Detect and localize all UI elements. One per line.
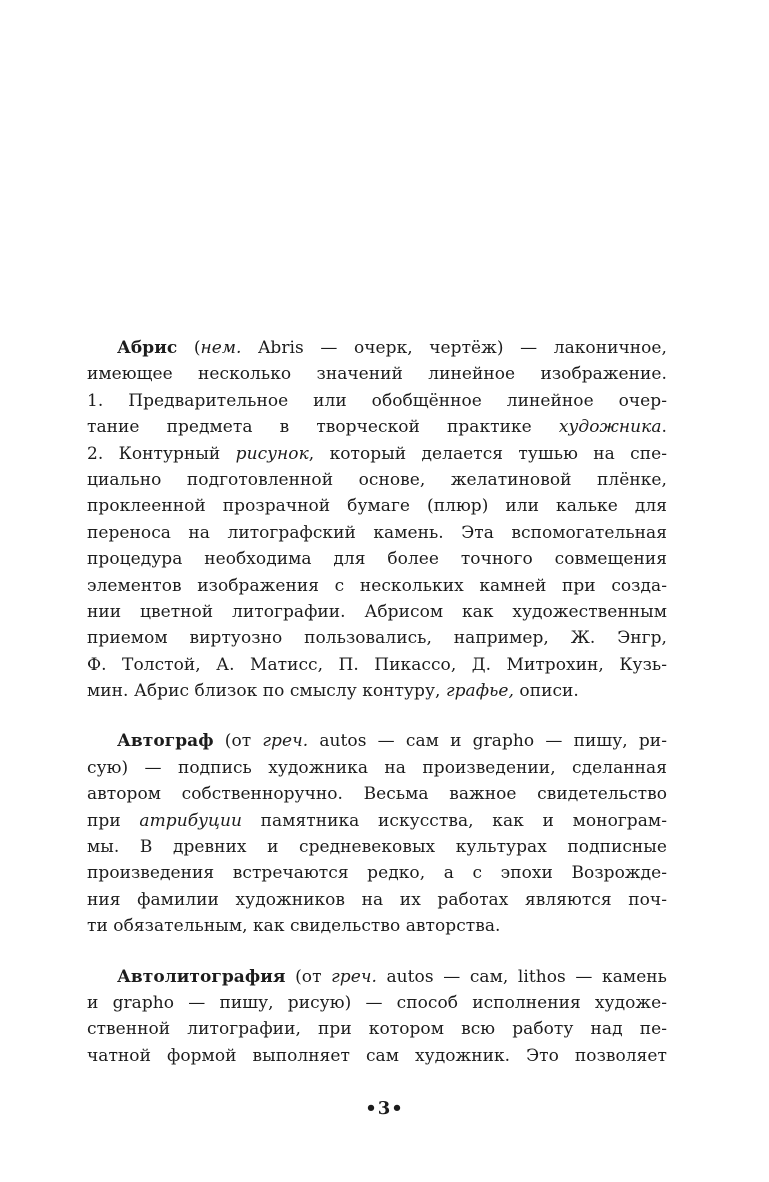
text-segment: переноса на литографский камень. Эта вспомогательная — [87, 522, 667, 543]
text-segment: Abris — очерк, чертёж) — лаконичное, — [241, 338, 667, 358]
text-segment: (от — [213, 731, 263, 752]
text-line — [87, 887, 667, 913]
text-line — [87, 860, 667, 886]
text-segment: автором собственноручно. Весьма важное свидетельство — [87, 784, 667, 805]
text-line — [87, 678, 667, 704]
text-segment: памятника искусства, как и монограм- — [241, 810, 667, 831]
entry-first-line — [87, 728, 667, 754]
text-segment: autos — сам и grapho — пишу, ри- — [308, 731, 667, 752]
entry-term: Автограф — [117, 731, 214, 752]
text-segment: мин. Абрис близок по смыслу контуру, — [87, 681, 446, 702]
italic-reference: рисунок — [235, 443, 309, 464]
text-segment: (от — [285, 966, 332, 987]
page-number: •3• — [365, 1098, 404, 1119]
text-segment: autos — сам, lithos — камень — [376, 966, 667, 987]
text-segment: процедура необходима для более точного совмещения — [87, 549, 667, 570]
text-segment: ти обязательным, как свидельство авторства. — [87, 916, 501, 937]
text-line — [87, 467, 667, 493]
text-segment: циально подготовленной основе, желатиновой плёнке, — [87, 469, 667, 490]
italic-reference: графье, — [445, 681, 514, 702]
text-segment: , который делается тушью на спе- — [308, 443, 667, 464]
text-segment: 2. Контурный — [87, 443, 236, 464]
text-segment: сую) — подпись художника на произведении, сделанная — [87, 757, 667, 778]
text-segment: и grapho — пишу, рисую) — способ исполнения художе- — [87, 992, 667, 1013]
text-segment: произведения встречаются редко, а с эпохи Возрожде- — [87, 863, 667, 884]
text-line — [87, 1043, 667, 1069]
text-segment: проклеенной прозрачной бумаге (плюр) или кальке для — [87, 496, 667, 517]
text-segment: Ф. Толстой, А. Матисс, П. Пикассо, Д. Митрохин, Кузь- — [87, 654, 667, 675]
text-segment: мы. В древних и средневековых культурах подписные — [87, 837, 667, 858]
text-line — [87, 990, 667, 1016]
text-segment: чатной формой выполняет сам художник. Это позволяет — [87, 1045, 667, 1066]
text-segment: имеющее несколько значений линейное изображение. — [87, 364, 667, 385]
page-body — [87, 335, 667, 1093]
text-segment: ( — [177, 338, 201, 358]
text-segment: ния фамилии художников на их работах являются поч- — [87, 889, 667, 910]
dictionary-entry — [87, 728, 667, 939]
text-line — [87, 493, 667, 519]
text-line — [87, 755, 667, 781]
text-line — [87, 520, 667, 546]
text-line — [87, 1016, 667, 1042]
text-line — [87, 441, 667, 467]
italic-reference: художника — [558, 417, 662, 438]
text-segment: тание предмета в творческой практике — [87, 417, 559, 438]
italic-reference: атрибуции — [139, 810, 242, 831]
text-line — [87, 913, 667, 939]
text-line — [87, 599, 667, 625]
text-line — [87, 781, 667, 807]
text-segment: нии цветной литографии. Абрисом как художественным — [87, 601, 667, 622]
text-line — [87, 652, 667, 678]
entry-term: Автолитография — [117, 966, 286, 987]
text-segment: описи. — [513, 681, 579, 702]
text-line — [87, 546, 667, 572]
text-segment: элементов изображения с нескольких камней при созда- — [87, 575, 667, 596]
text-line — [87, 808, 667, 834]
entry-first-line — [87, 335, 667, 361]
text-line — [87, 573, 667, 599]
text-segment: приемом виртуозно пользовались, например, Ж. Энгр, — [87, 628, 667, 649]
text-line — [87, 388, 667, 414]
dictionary-entry — [87, 335, 667, 704]
text-line — [87, 414, 667, 440]
text-segment: ственной литографии, при котором всю работу над пе- — [87, 1019, 667, 1040]
italic-reference: греч. — [262, 731, 309, 752]
italic-reference: нем. — [200, 338, 242, 358]
italic-reference: греч. — [331, 966, 377, 987]
text-line — [87, 625, 667, 651]
text-segment: . — [661, 417, 667, 438]
text-segment: 1. Предварительное или обобщённое линейное очер- — [87, 390, 667, 411]
dictionary-entry — [87, 964, 667, 1070]
entry-first-line — [87, 964, 667, 990]
entry-term: Абрис — [117, 338, 178, 358]
text-segment: при — [87, 810, 140, 831]
text-line — [87, 361, 667, 387]
text-line — [87, 834, 667, 860]
